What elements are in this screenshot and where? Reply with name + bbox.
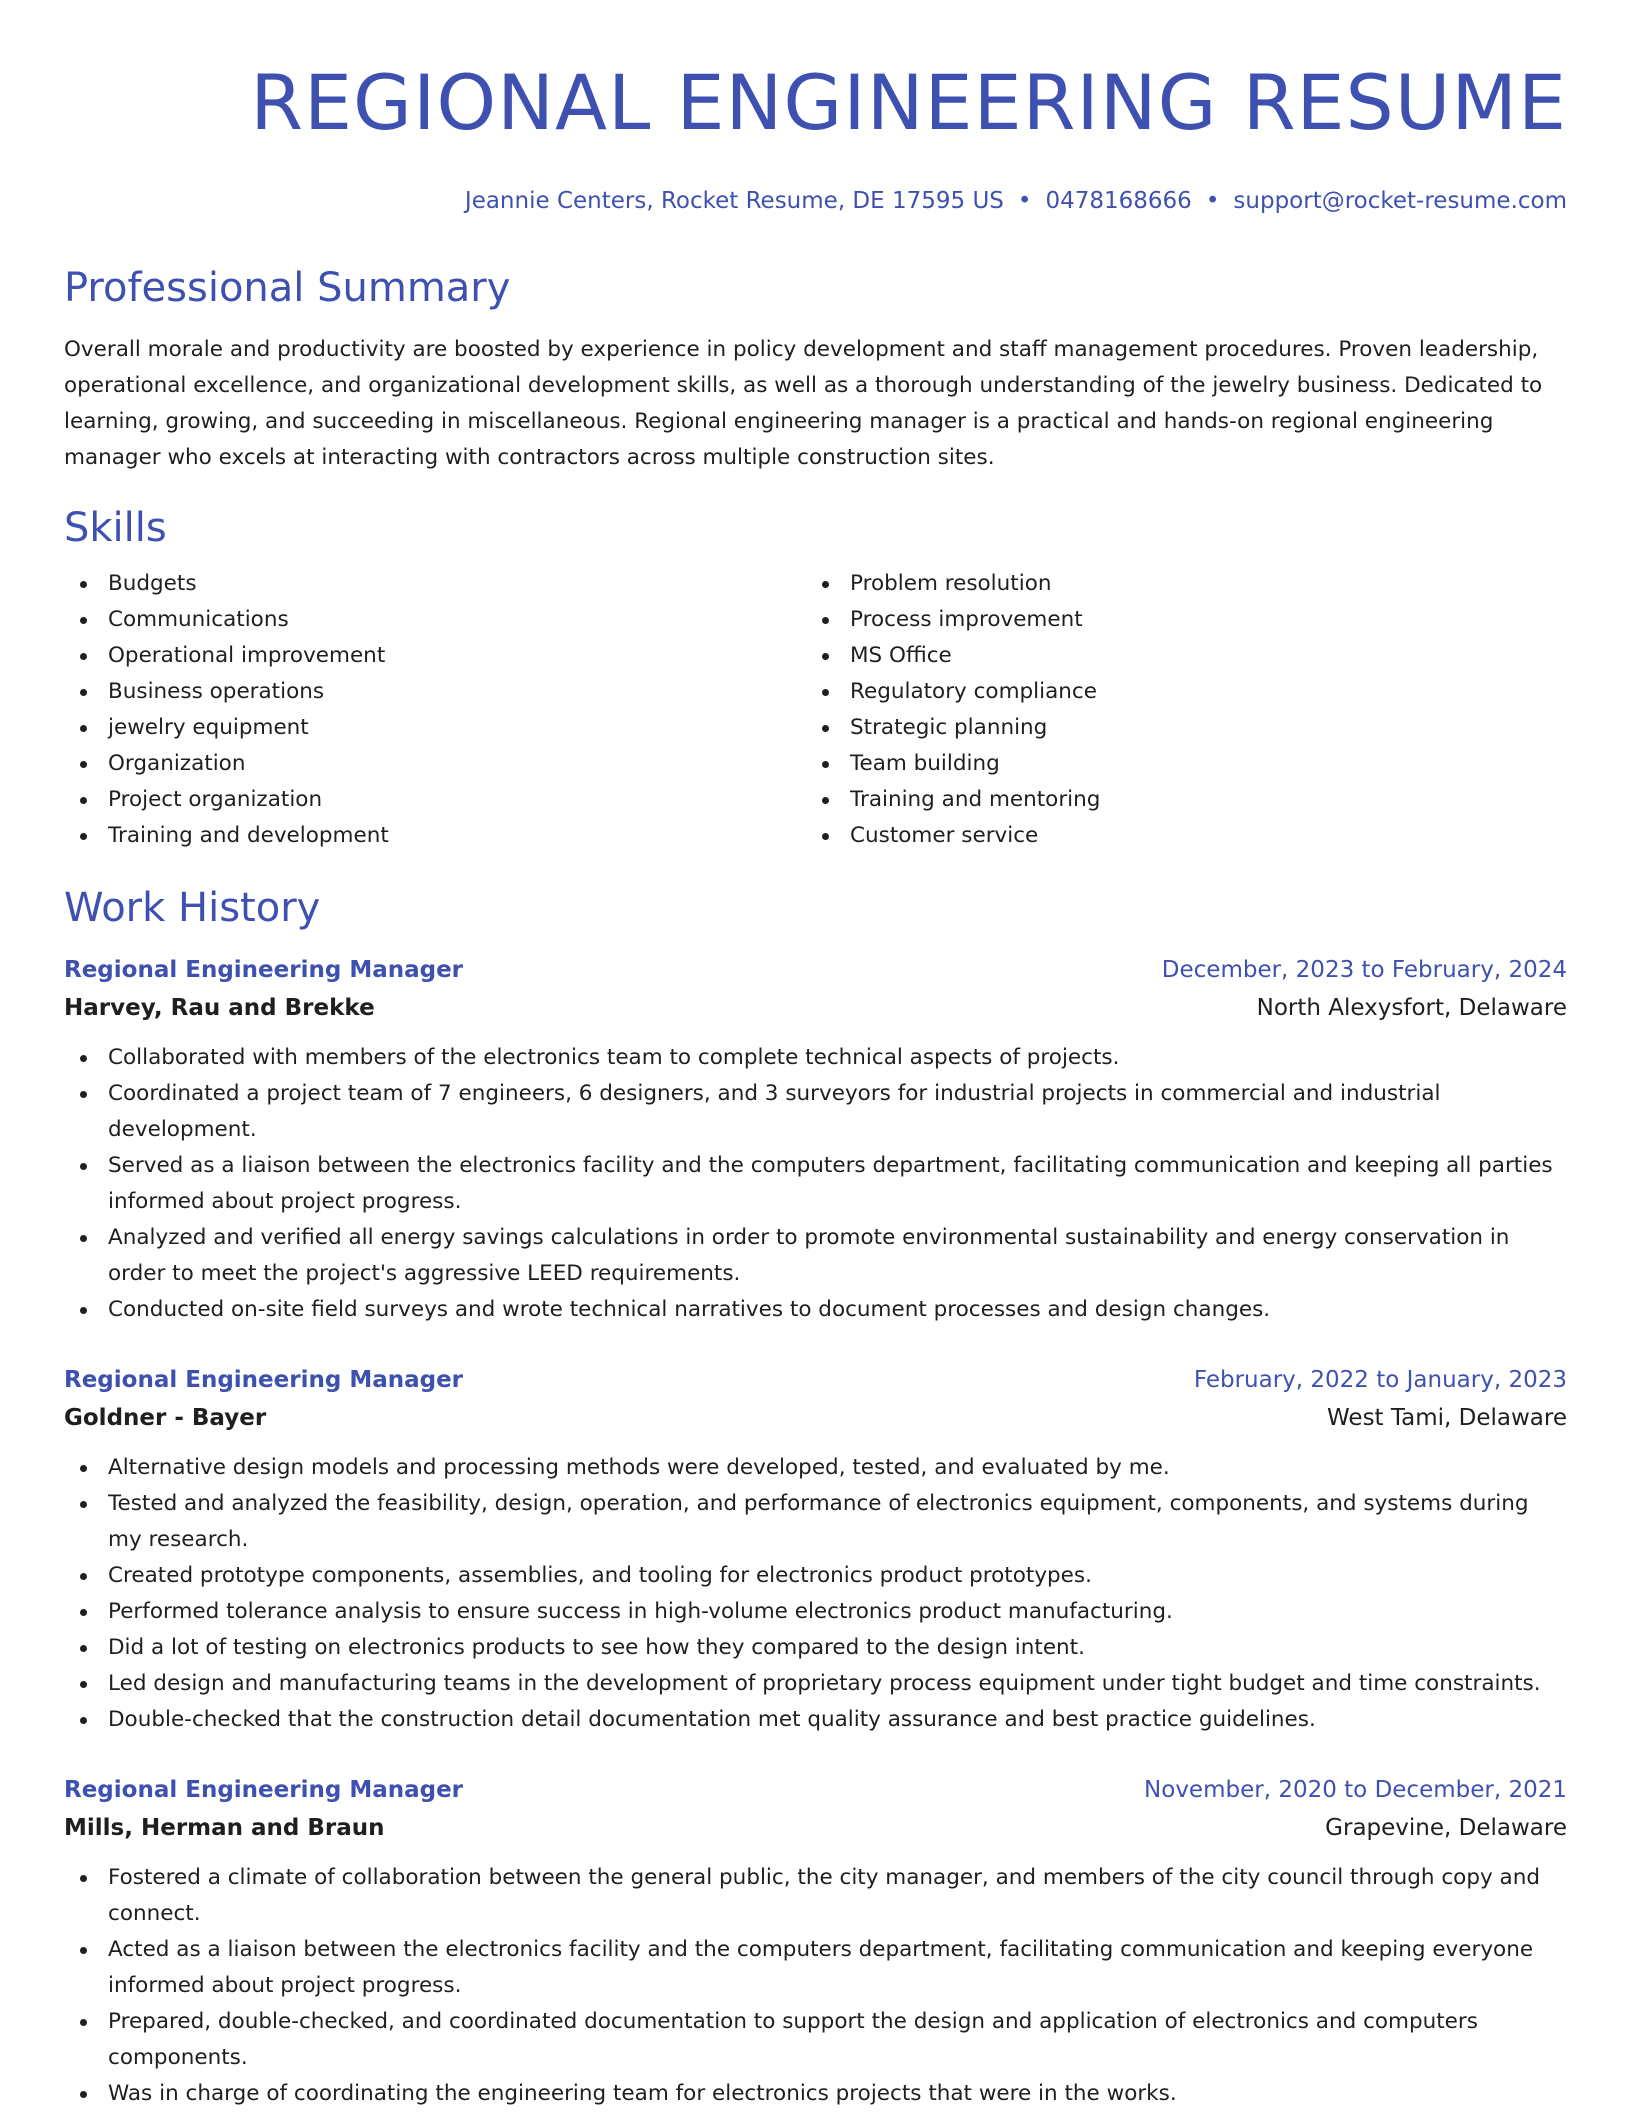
skills-list	[64, 566, 1567, 854]
job-company-row	[64, 1398, 1567, 1438]
job-bullet: Created prototype components, assemblies, and tooling for electronics product prototypes.	[64, 1558, 1567, 1594]
contact-address: Jeannie Centers, Rocket Resume, DE 17595 US	[464, 188, 1004, 214]
job-bullet: Prepared, double-checked, and coordinated documentation to support the design and application of electronics and computers components.	[64, 2004, 1567, 2076]
job-header-row	[64, 1772, 1567, 1808]
contact-separator: •	[1017, 188, 1032, 214]
skill-item: Project organization	[64, 782, 806, 818]
job-location: North Alexysfort, Delaware	[1256, 995, 1567, 1021]
job-company-row	[64, 988, 1567, 1028]
skills-column-left	[64, 566, 806, 854]
contact-phone: 0478168666	[1045, 188, 1192, 214]
skill-item: Business operations	[64, 674, 806, 710]
skill-item: Strategic planning	[806, 710, 1406, 746]
work-history-heading: Work History	[64, 885, 321, 931]
skill-item: Budgets	[64, 566, 806, 602]
job-header-row	[64, 952, 1567, 988]
job-bullets	[64, 1040, 1567, 1328]
skill-item: Regulatory compliance	[806, 674, 1406, 710]
summary-heading: Professional Summary	[64, 265, 511, 311]
job-title: Regional Engineering Manager	[64, 1777, 464, 1803]
job-dates: November, 2020 to December, 2021	[1144, 1777, 1567, 1803]
job-bullet: Analyzed and verified all energy savings calculations in order to promote environmental sustainability and energy conservation in order to meet the project's aggressive LEED requirements.	[64, 1220, 1567, 1292]
job-dates: February, 2022 to January, 2023	[1193, 1367, 1567, 1393]
contact-line	[64, 186, 1567, 216]
skill-item: MS Office	[806, 638, 1406, 674]
skills-column-right	[806, 566, 1406, 854]
skill-item: Problem resolution	[806, 566, 1406, 602]
job-bullet: Coordinated a project team of 7 engineers, 6 designers, and 3 surveyors for industrial projects in commercial and industrial development.	[64, 1076, 1567, 1148]
contact-separator: •	[1205, 188, 1220, 214]
work-history-list	[64, 952, 1567, 2112]
job-bullets	[64, 1860, 1567, 2112]
job-bullet: Led design and manufacturing teams in the development of proprietary process equipment under tight budget and time constraints.	[64, 1666, 1567, 1702]
job-bullet: Double-checked that the construction detail documentation met quality assurance and best practice guidelines.	[64, 1702, 1567, 1738]
job-bullet: Alternative design models and processing methods were developed, tested, and evaluated by me.	[64, 1450, 1567, 1486]
job-bullet: Did a lot of testing on electronics products to see how they compared to the design intent.	[64, 1630, 1567, 1666]
resume-title: REGIONAL ENGINEERING RESUME	[250, 58, 1567, 147]
job-bullet: Tested and analyzed the feasibility, design, operation, and performance of electronics equipment, components, and systems during my research.	[64, 1486, 1567, 1558]
summary-text: Overall morale and productivity are boosted by experience in policy development and staff management procedures. Proven leadership, operational excellence, and organizational development skills, as well as a thorough understanding of the jewelry business. Dedicated to learning, growing, and succeeding in miscellaneous. Regional engineering manager is a practical and hands-on regional engineering manager who excels at interacting with contractors across multiple construction sites.	[64, 337, 1543, 470]
job-bullet: Acted as a liaison between the electronics facility and the computers department, facilitating communication and keeping everyone informed about project progress.	[64, 1932, 1567, 2004]
job-title: Regional Engineering Manager	[64, 1367, 464, 1393]
job-company: Harvey, Rau and Brekke	[64, 995, 375, 1021]
job-bullet: Performed tolerance analysis to ensure success in high-volume electronics product manufacturing.	[64, 1594, 1567, 1630]
job-dates: December, 2023 to February, 2024	[1161, 957, 1567, 983]
skill-item: jewelry equipment	[64, 710, 806, 746]
skill-item: Organization	[64, 746, 806, 782]
job-bullet: Was in charge of coordinating the engineering team for electronics projects that were in the works.	[64, 2076, 1567, 2112]
skill-item: Operational improvement	[64, 638, 806, 674]
resume-page	[64, 0, 1567, 2112]
skills-heading: Skills	[64, 505, 167, 551]
job-title: Regional Engineering Manager	[64, 957, 464, 983]
job-entry	[64, 952, 1567, 1328]
job-company: Mills, Herman and Braun	[64, 1815, 385, 1841]
job-bullet: Served as a liaison between the electronics facility and the computers department, facilitating communication and keeping all parties informed about project progress.	[64, 1148, 1567, 1220]
skill-item: Customer service	[806, 818, 1406, 854]
job-entry	[64, 1772, 1567, 2112]
skill-item: Process improvement	[806, 602, 1406, 638]
job-location: West Tami, Delaware	[1327, 1405, 1567, 1431]
skill-item: Team building	[806, 746, 1406, 782]
contact-email: support@rocket-resume.com	[1233, 188, 1567, 214]
skill-item: Training and mentoring	[806, 782, 1406, 818]
job-bullet: Collaborated with members of the electronics team to complete technical aspects of projects.	[64, 1040, 1567, 1076]
job-company-row	[64, 1808, 1567, 1848]
job-entry	[64, 1362, 1567, 1738]
job-bullet: Fostered a climate of collaboration between the general public, the city manager, and members of the city council through copy and connect.	[64, 1860, 1567, 1932]
skill-item: Training and development	[64, 818, 806, 854]
job-bullets	[64, 1450, 1567, 1738]
job-header-row	[64, 1362, 1567, 1398]
skill-item: Communications	[64, 602, 806, 638]
job-company: Goldner - Bayer	[64, 1405, 267, 1431]
job-location: Grapevine, Delaware	[1325, 1815, 1567, 1841]
job-bullet: Conducted on-site field surveys and wrote technical narratives to document processes and design changes.	[64, 1292, 1567, 1328]
